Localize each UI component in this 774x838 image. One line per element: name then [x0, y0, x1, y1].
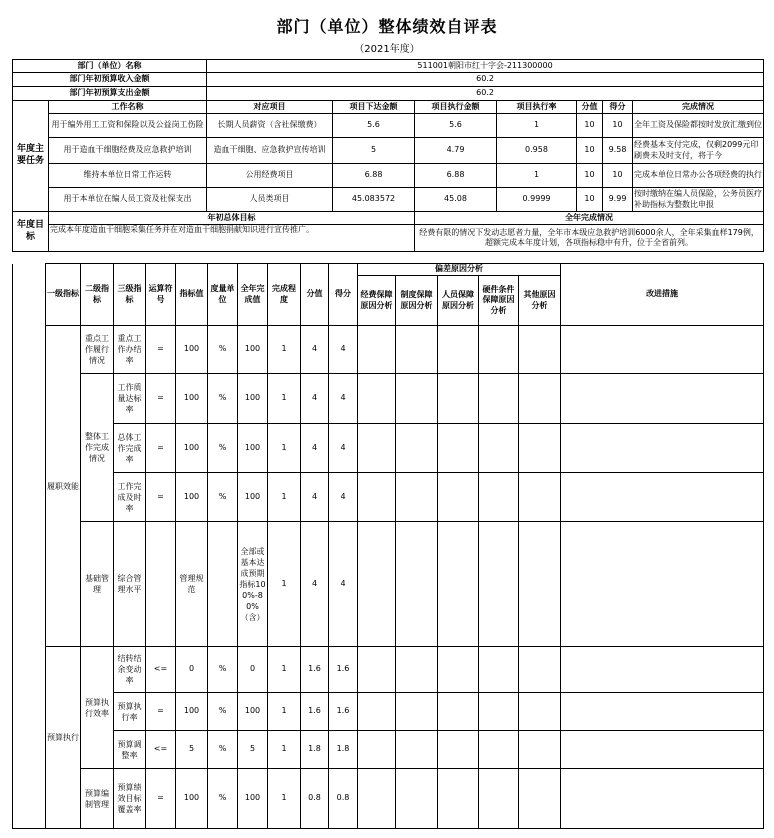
task-col-header: 项目下达金额	[333, 101, 415, 114]
header-dev-staff: 人员保障原因分析	[438, 276, 479, 326]
task-project: 人员类项目	[207, 188, 333, 212]
score-value-cell: 4	[301, 374, 329, 424]
task-project: 长期人员薪资（含社保缴费）	[207, 114, 333, 138]
score-cell: 4	[329, 522, 358, 647]
level3-cell: 工作完成及时率	[114, 473, 146, 522]
operator-cell: =	[146, 326, 176, 374]
task-executed: 6.88	[415, 164, 497, 188]
score-cell: 4	[329, 374, 358, 424]
task-col-header: 完成情况	[633, 101, 764, 114]
unit-cell: %	[208, 769, 238, 829]
level1-cell: 预算执行	[46, 647, 81, 829]
table-row	[13, 473, 764, 522]
tasks-section-label: 年度主要任务	[13, 101, 49, 212]
score-cell: 1.8	[329, 731, 358, 769]
task-status: 全年工资及保险都按时发放汇缴到位	[633, 114, 764, 138]
score-cell: 1.6	[329, 693, 358, 731]
degree-cell: 1	[268, 374, 301, 424]
header-level1: 一级指标	[46, 264, 81, 326]
initial-goal-header: 年初总体目标	[49, 212, 415, 225]
level3-cell: 预算绩效目标覆盖率	[114, 769, 146, 829]
task-rate: 0.958	[497, 138, 577, 164]
unit-cell: %	[208, 647, 238, 693]
task-row	[13, 188, 764, 212]
task-rate: 1	[497, 114, 577, 138]
unit-cell	[208, 522, 238, 647]
level2-cell: 预算编制管理	[81, 769, 114, 829]
task-allocated: 45.083572	[333, 188, 415, 212]
summary-table	[12, 59, 764, 252]
task-col-header: 分值	[577, 101, 603, 114]
header-dev-hardware: 硬件条件保障原因分析	[479, 276, 519, 326]
level1-cell: 履职效能	[46, 326, 81, 647]
income-value: 60.2	[207, 73, 764, 87]
task-row	[13, 114, 764, 138]
table-row	[13, 374, 764, 424]
level2-cell: 预算执行效率	[81, 647, 114, 769]
actual-cell: 100	[238, 424, 268, 473]
task-score-value: 10	[577, 114, 603, 138]
task-status: 完成本单位日常办公各项经费的执行	[633, 164, 764, 188]
header-target: 指标值	[176, 264, 208, 326]
level3-cell: 总体工作完成率	[114, 424, 146, 473]
task-score-value: 10	[577, 138, 603, 164]
actual-cell: 全部或基本达成预期指标100%-80%（含）	[238, 522, 268, 647]
header-score-value: 分值	[301, 264, 329, 326]
table-row	[13, 647, 764, 693]
task-score: 9.58	[603, 138, 633, 164]
header-operator: 运算符号	[146, 264, 176, 326]
completion-header: 全年完成情况	[415, 212, 764, 225]
target-cell: 0	[176, 647, 208, 693]
operator-cell: <=	[146, 647, 176, 693]
target-cell: 100	[176, 769, 208, 829]
header-deviation: 偏差原因分析	[358, 264, 561, 276]
task-col-header: 工作名称	[49, 101, 207, 114]
target-cell: 100	[176, 326, 208, 374]
actual-cell: 100	[238, 473, 268, 522]
unit-cell: %	[208, 374, 238, 424]
score-value-cell: 1.6	[301, 647, 329, 693]
degree-cell: 1	[268, 647, 301, 693]
table-row	[13, 522, 764, 647]
actual-cell: 0	[238, 647, 268, 693]
target-cell: 100	[176, 473, 208, 522]
level3-cell: 重点工作办结率	[114, 326, 146, 374]
expense-value: 60.2	[207, 87, 764, 101]
unit-cell: %	[208, 424, 238, 473]
task-allocated: 5.6	[333, 114, 415, 138]
task-project: 造血干细胞、应急救护宣传培训	[207, 138, 333, 164]
level2-cell: 基础管理	[81, 522, 114, 647]
task-col-header: 项目执行率	[497, 101, 577, 114]
header-actual: 全年完成值	[238, 264, 268, 326]
unit-name-label: 部门（单位）名称	[13, 60, 207, 73]
task-score-value: 10	[577, 188, 603, 212]
operator-cell: =	[146, 473, 176, 522]
task-name: 用于本单位在编人员工资及社保支出	[49, 188, 207, 212]
target-cell: 管理规范	[176, 522, 208, 647]
table-row	[13, 693, 764, 731]
score-cell: 4	[329, 326, 358, 374]
table-row	[13, 769, 764, 829]
expense-label: 部门年初预算支出金额	[13, 87, 207, 101]
task-allocated: 5	[333, 138, 415, 164]
level2-cell: 重点工作履行情况	[81, 326, 114, 374]
page-subtitle: （2021年度）	[354, 44, 420, 55]
income-label: 部门年初预算收入金额	[13, 73, 207, 87]
unit-cell: %	[208, 693, 238, 731]
task-score: 10	[603, 164, 633, 188]
actual-cell: 100	[238, 374, 268, 424]
initial-goal-text: 完成本年度造血干细胞采集任务并在对造血干细胞捐献知识进行宣传推广。	[49, 225, 415, 252]
degree-cell: 1	[268, 473, 301, 522]
degree-cell: 1	[268, 326, 301, 374]
header-level2: 二级指标	[81, 264, 114, 326]
header-score: 得分	[329, 264, 358, 326]
table-row	[13, 326, 764, 374]
page-title: 部门（单位）整体绩效自评表	[276, 17, 498, 36]
score-cell: 1.6	[329, 647, 358, 693]
task-name: 用于编外用工工资和保险以及公益岗工伤险	[49, 114, 207, 138]
header-improve: 改进措施	[561, 264, 764, 326]
task-executed: 4.79	[415, 138, 497, 164]
task-score: 9.99	[603, 188, 633, 212]
degree-cell: 1	[268, 424, 301, 473]
score-cell: 4	[329, 424, 358, 473]
actual-cell: 100	[238, 693, 268, 731]
level2-cell: 整体工作完成情况	[81, 374, 114, 522]
level3-cell: 工作质量达标率	[114, 374, 146, 424]
unit-name-value: 511001朝阳市红十字会-211300000	[207, 60, 764, 73]
header-dev-other: 其他原因分析	[519, 276, 561, 326]
operator-cell: =	[146, 424, 176, 473]
score-value-cell: 4	[301, 473, 329, 522]
task-rate: 1	[497, 164, 577, 188]
task-executed: 45.08	[415, 188, 497, 212]
task-score-value: 10	[577, 164, 603, 188]
score-cell: 4	[329, 473, 358, 522]
operator-cell: =	[146, 693, 176, 731]
actual-cell: 100	[238, 326, 268, 374]
score-value-cell: 4	[301, 424, 329, 473]
level3-cell: 预算执行率	[114, 693, 146, 731]
header-dev-system: 制度保障原因分析	[396, 276, 438, 326]
degree-cell: 1	[268, 522, 301, 647]
task-row	[13, 138, 764, 164]
actual-cell: 5	[238, 731, 268, 769]
unit-cell: %	[208, 473, 238, 522]
task-allocated: 6.88	[333, 164, 415, 188]
unit-cell: %	[208, 731, 238, 769]
header-level3: 三级指标	[114, 264, 146, 326]
score-value-cell: 1.6	[301, 693, 329, 731]
score-cell: 0.8	[329, 769, 358, 829]
operator-cell: =	[146, 769, 176, 829]
task-col-header: 得分	[603, 101, 633, 114]
task-project: 公用经费项目	[207, 164, 333, 188]
task-row	[13, 164, 764, 188]
degree-cell: 1	[268, 769, 301, 829]
task-name: 维持本单位日常工作运转	[49, 164, 207, 188]
completion-text: 经费有限的情况下发动志愿者力量，全年市本级应急救护培训6000余人，全年采集血样179例，超额完成本年度计划，各项指标稳中有升，位于全省前列。	[415, 225, 764, 252]
unit-cell: %	[208, 326, 238, 374]
degree-cell: 1	[268, 731, 301, 769]
operator-cell: =	[146, 374, 176, 424]
target-cell: 100	[176, 693, 208, 731]
header-dev-funding: 经费保障原因分析	[358, 276, 396, 326]
score-value-cell: 0.8	[301, 769, 329, 829]
header-unit: 度量单位	[208, 264, 238, 326]
score-value-cell: 1.8	[301, 731, 329, 769]
task-col-header: 项目执行金额	[415, 101, 497, 114]
score-value-cell: 4	[301, 522, 329, 647]
degree-cell: 1	[268, 693, 301, 731]
task-name: 用于造血干细胞经费及应急救护培训	[49, 138, 207, 164]
task-status: 按时缴纳在编人员保险，公务员医疗补助指标为整数比申报	[633, 188, 764, 212]
task-executed: 5.6	[415, 114, 497, 138]
task-col-header: 对应项目	[207, 101, 333, 114]
table-row	[13, 731, 764, 769]
task-status: 经费基本支付完成，仅剩2099元印刷费未及时支付，将于今	[633, 138, 764, 164]
header-degree: 完成程度	[268, 264, 301, 326]
indicators-table	[12, 263, 764, 829]
operator-cell	[146, 522, 176, 647]
target-cell: 5	[176, 731, 208, 769]
task-score: 10	[603, 114, 633, 138]
target-cell: 100	[176, 424, 208, 473]
goals-section-label: 年度目标	[13, 212, 49, 252]
operator-cell: <=	[146, 731, 176, 769]
actual-cell: 100	[238, 769, 268, 829]
level3-cell: 结转结余变动率	[114, 647, 146, 693]
table-row	[13, 424, 764, 473]
task-rate: 0.9999	[497, 188, 577, 212]
target-cell: 100	[176, 374, 208, 424]
score-value-cell: 4	[301, 326, 329, 374]
level3-cell: 预算调整率	[114, 731, 146, 769]
level3-cell: 综合管理水平	[114, 522, 146, 647]
